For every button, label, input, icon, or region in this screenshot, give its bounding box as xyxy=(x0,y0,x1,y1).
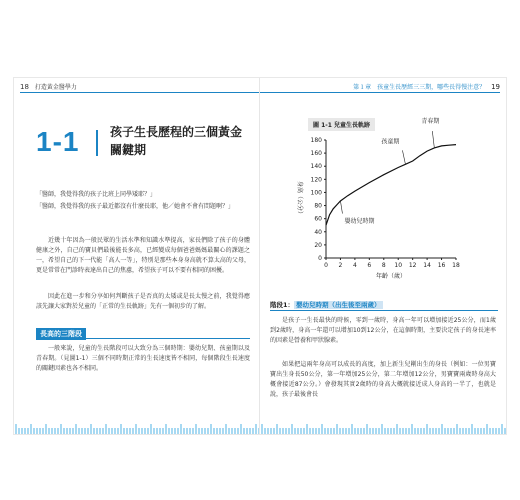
annotation-label: 青春期 xyxy=(421,117,440,125)
x-axis-label: 年齡（歲） xyxy=(375,273,407,280)
x-tick-label: 14 xyxy=(423,262,431,269)
book-spread xyxy=(14,78,506,434)
y-tick-label: 0 xyxy=(318,255,322,262)
subsection-rule xyxy=(270,310,498,311)
right-paragraph-2: 如果把這兩年身高可以成長的高度，加上新生兒剛出生的身長（例如：一位男寶寶出生身長50公分，第一年增加25公分，第二年增加12公分，男寶寶兩歲時身高大概會接近87公分。）會發現其實2歲時的身高大概就接近成人身高的一半了，也就是說，孩子最後會長 xyxy=(270,361,496,398)
left-header-rule xyxy=(20,92,260,93)
right-ruler-decoration xyxy=(260,420,506,434)
x-tick-label: 12 xyxy=(408,262,417,269)
x-tick-label: 4 xyxy=(352,262,357,269)
right-paragraph-1: 是孩子一生長最快的時候，零到一歲時，身高一年可以增加接近25公分，而1歲到2歲時，身高一年還可以增加10到12公分，在這個時期，主要決定孩子的身長速率的因素是營養和甲狀腺素。 xyxy=(270,317,496,344)
y-tick-label: 80 xyxy=(314,202,322,210)
annotation-label: 孩童期 xyxy=(381,138,400,146)
right-header-rule xyxy=(260,92,500,93)
growth-curve-line xyxy=(326,145,456,226)
y-tick-label: 20 xyxy=(314,241,322,249)
y-tick-label: 40 xyxy=(314,228,322,236)
left-ruler-decoration xyxy=(14,420,260,434)
subsection-highlight: 嬰幼兒時期（出生後至兩歲） xyxy=(296,301,381,309)
y-axis-label: 身高（公分） xyxy=(296,180,303,218)
left-page-number: 18 xyxy=(20,83,29,91)
chapter-title: 孩子生長歷程的三個黃金關鍵期 xyxy=(110,125,243,157)
right-running-head-text: 第１章 孩童生長歷經三三期，哪些長得慢注意？ xyxy=(353,84,486,91)
x-tick-label: 8 xyxy=(381,262,386,269)
y-tick-label: 60 xyxy=(314,215,322,223)
section-rule xyxy=(36,338,250,339)
subsection-prefix: 階段1： xyxy=(270,301,295,309)
left-running-head-text: 打造黃金醫學力 xyxy=(34,84,77,91)
x-tick-label: 0 xyxy=(324,262,328,269)
quote-2: 「醫師，我覺得我的孩子最近都沒有什麼長耶，他／她會不會有問題啊？」 xyxy=(36,203,235,210)
chapter-divider xyxy=(96,130,98,156)
annotation-label: 嬰幼兒時期 xyxy=(344,217,375,225)
section-heading: 長高的三階段 xyxy=(36,328,86,340)
right-page-number: 19 xyxy=(491,83,500,91)
y-tick-label: 100 xyxy=(310,189,322,197)
y-tick-label: 120 xyxy=(310,176,322,184)
annotation-leader xyxy=(402,150,405,164)
x-tick-label: 6 xyxy=(367,262,372,269)
x-tick-label: 2 xyxy=(338,262,343,269)
y-tick-label: 180 xyxy=(310,137,322,144)
paragraph-3: 一般來說，兒童的生長階段可以大致分為三個時期：嬰幼兒期、孩童期以及青春期。（見圖1-1）三個不同時期正常的生長速度皆不相同，每個階段生長速度的關鍵因素也各不相同。 xyxy=(36,345,250,372)
figure-title: 圖 1-1 兒童生長軌跡 xyxy=(308,118,375,131)
y-tick-label: 140 xyxy=(310,163,322,171)
x-tick-label: 18 xyxy=(452,262,460,269)
right-page xyxy=(260,78,506,434)
left-running-head xyxy=(20,82,77,91)
subsection-heading xyxy=(270,300,383,309)
annotation-leader xyxy=(432,131,434,148)
y-tick-label: 160 xyxy=(310,150,322,158)
quote-1: 「醫師，我覺得我的孩子比班上同學矮耶？」 xyxy=(36,191,157,198)
x-tick-label: 10 xyxy=(394,262,403,269)
paragraph-2: 因此在進一步和分享如何判斷孩子是否真的太矮或是長太慢之前，我覺得應該先讓大家對於兒童的「正常的生長軌跡」先有一個初步的了解。 xyxy=(36,293,250,310)
left-page xyxy=(14,78,260,434)
right-running-head xyxy=(353,82,500,91)
annotation-leader xyxy=(340,201,342,214)
paragraph-1: 近幾十年因為一般民眾的生活水準和知識水準提高，家長們除了孩子的身體健康之外，自己的寶貝們最後能長多高，已經變成每個爸爸媽媽最關心的課題之一，希望自己的下一代能「高人一等」，特別是那些本身身高就不算太高的父母，更是常常在門診時表達出自己的焦慮，希望孩子可以不要有相同的困擾。 xyxy=(36,237,250,274)
x-tick-label: 16 xyxy=(437,262,446,269)
chapter-number: 1-1 xyxy=(36,126,80,157)
